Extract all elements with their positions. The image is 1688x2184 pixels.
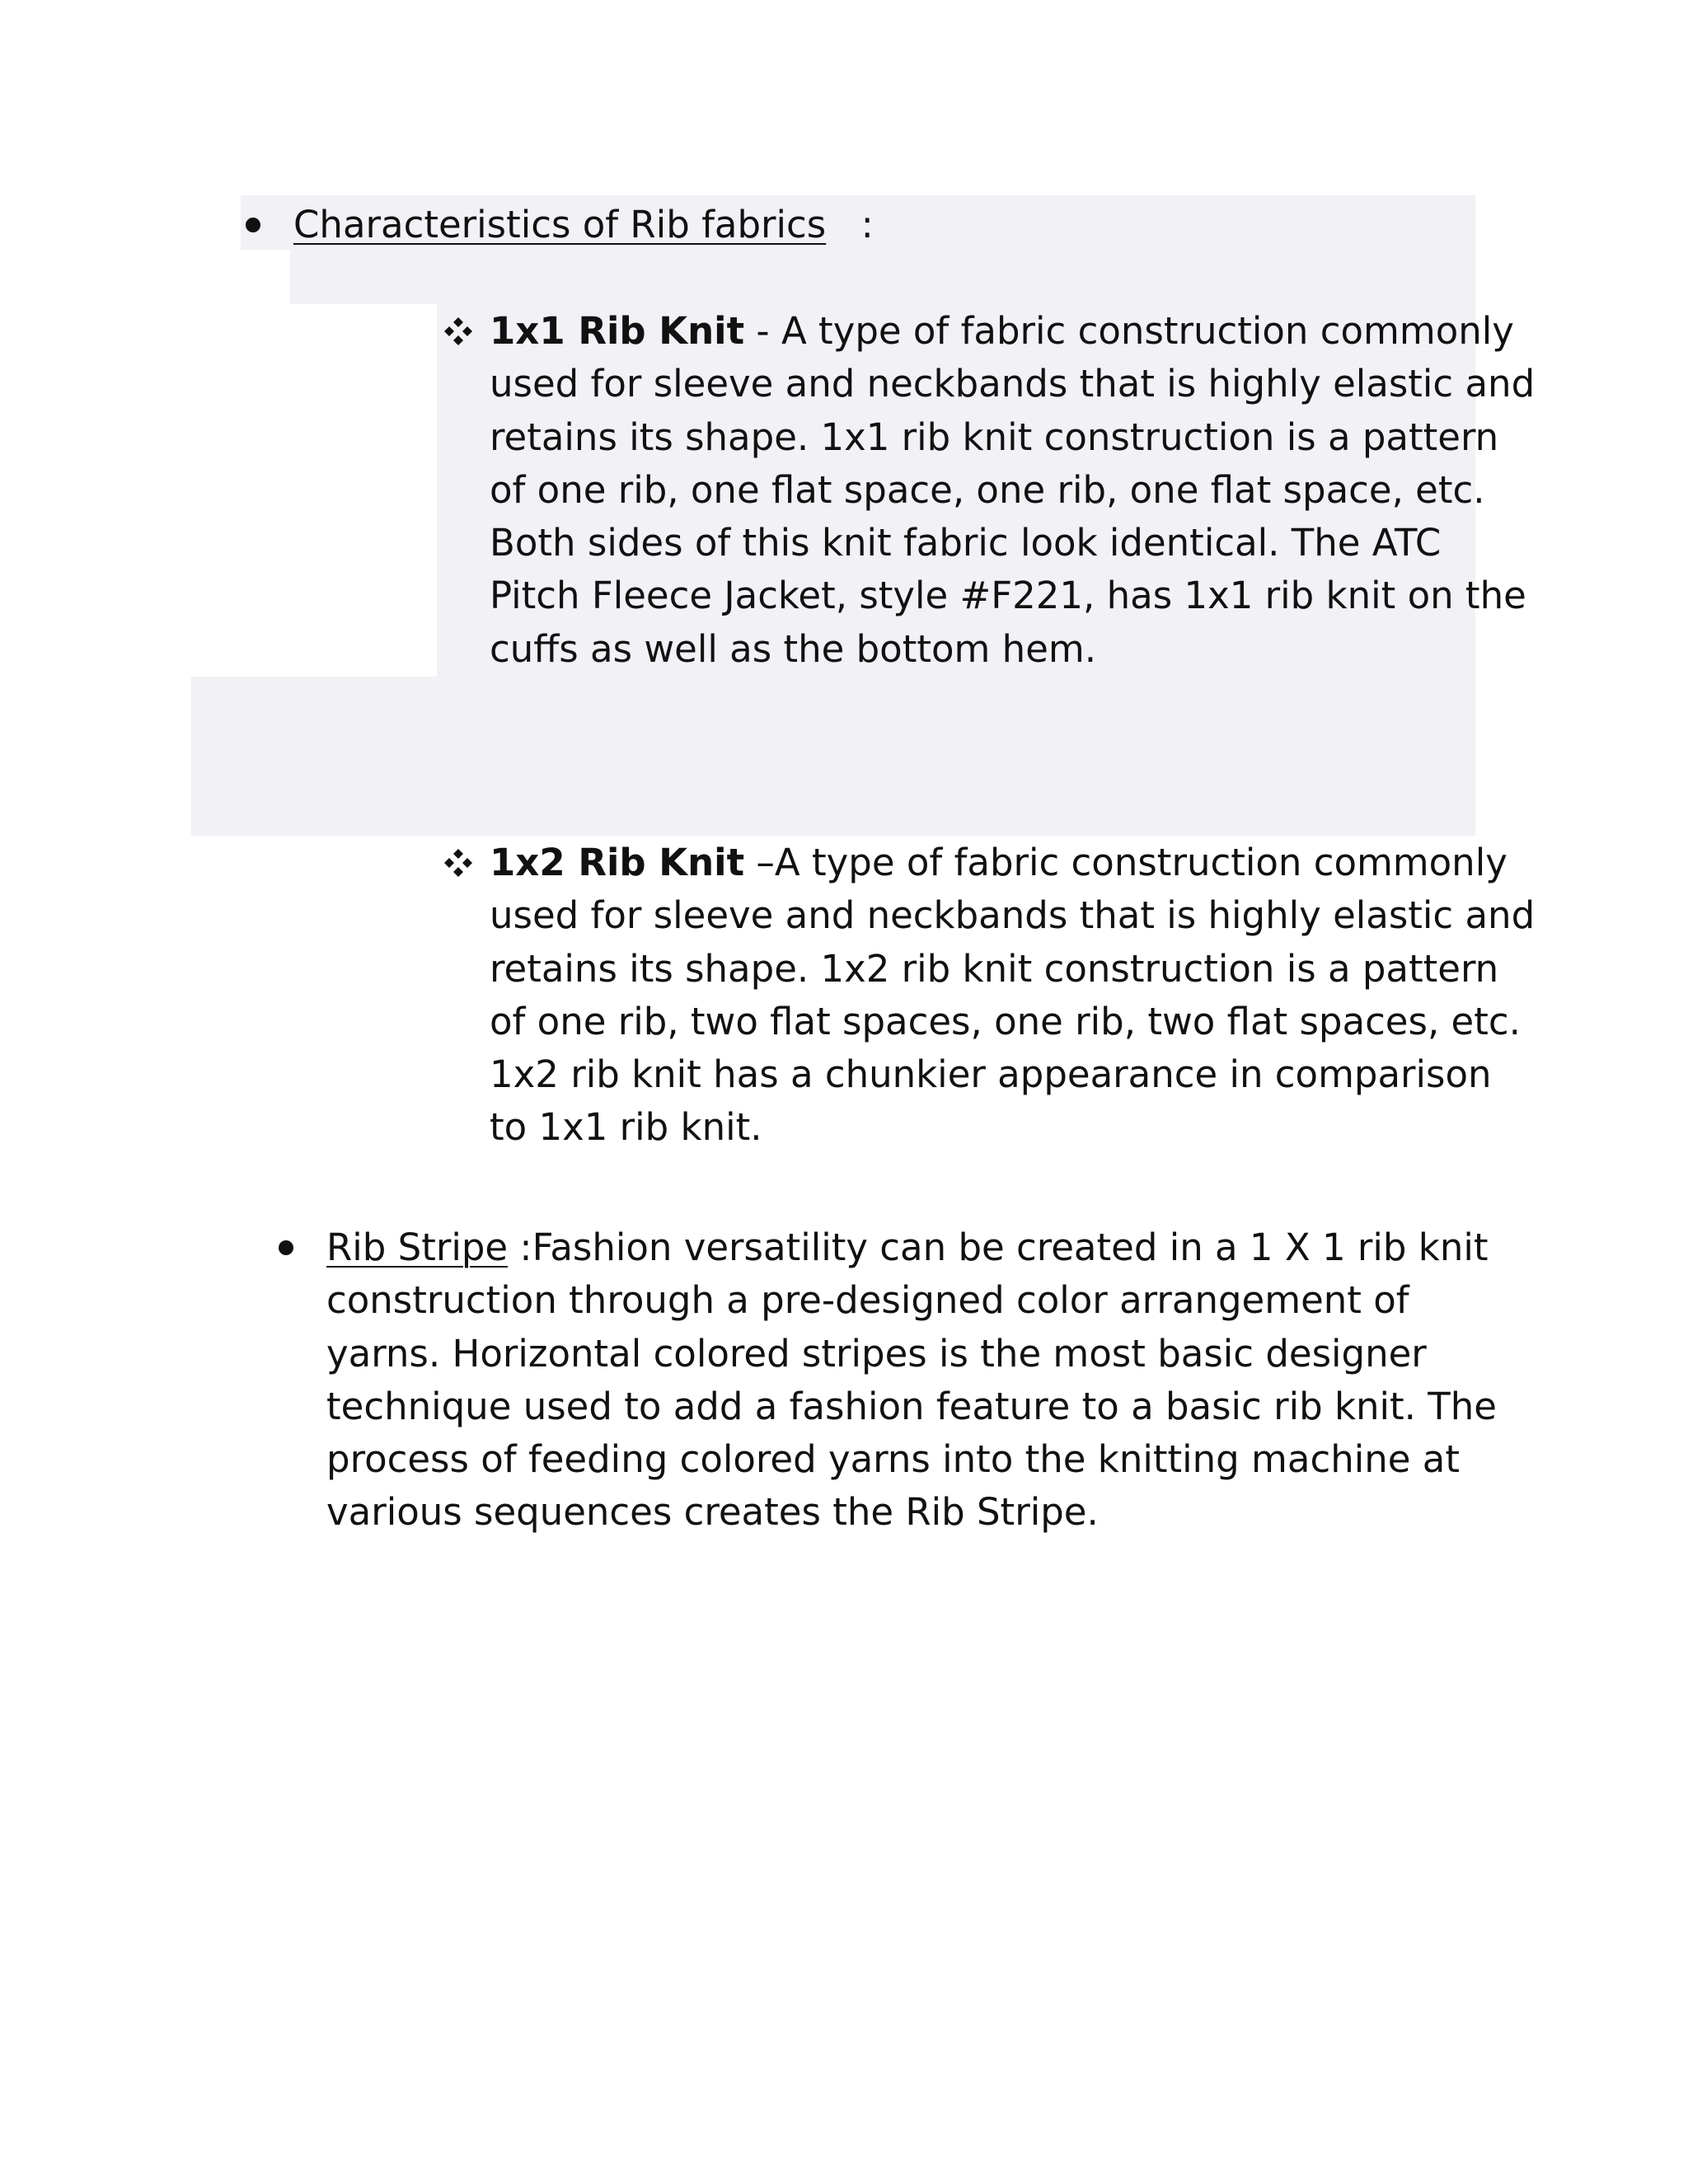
item-first-line: 1x2 Rib Knit –A type of fabric construction commonly: [490, 841, 1507, 884]
item-first-line: 1x1 Rib Knit - A type of fabric construction commonly: [490, 309, 1514, 353]
item-line: cuffs as well as the bottom hem.: [490, 626, 1097, 671]
shaded-region-upper: [290, 250, 1475, 304]
diamond-bullet-icon: [443, 316, 473, 346]
item-term: 1x1 Rib Knit: [490, 309, 745, 353]
rib-stripe-term: Rib Stripe: [326, 1226, 509, 1269]
section-heading: [293, 199, 874, 251]
item-1x2-rib-knit: [490, 837, 1535, 1155]
heading-label: Characteristics of Rib fabrics: [293, 203, 827, 246]
item-line: to 1x1 rib knit.: [490, 1105, 762, 1150]
rib-stripe-first-line: Rib Stripe :Fashion versatility can be created in a 1 X 1 rib knit: [326, 1226, 1489, 1269]
rib-stripe-line: various sequences creates the Rib Stripe.: [326, 1490, 1099, 1535]
item-line: of one rib, one flat space, one rib, one flat space, etc.: [490, 467, 1485, 512]
item-line: of one rib, two flat spaces, one rib, two flat spaces, etc.: [490, 999, 1521, 1043]
rib-stripe-line: yarns. Horizontal colored stripes is the most basic designer: [326, 1331, 1427, 1376]
shaded-region-bottom: [191, 677, 1475, 836]
item-term: 1x2 Rib Knit: [490, 841, 745, 884]
rib-stripe-line: technique used to add a fashion feature to a basic rib knit. The: [326, 1384, 1497, 1428]
item-line: used for sleeve and neckbands that is highly elastic and: [490, 362, 1536, 406]
item-line: 1x2 rib knit has a chunkier appearance in comparison: [490, 1052, 1492, 1097]
bullet-dot-icon: [279, 1240, 293, 1255]
item-line: retains its shape. 1x1 rib knit construction is a pattern: [490, 415, 1499, 459]
bullet-dot-icon: [246, 218, 260, 232]
item-1x1-rib-knit: [490, 305, 1535, 676]
heading-suffix: :: [860, 203, 874, 246]
item-line: Pitch Fleece Jacket, style #F221, has 1x1 rib knit on the: [490, 574, 1526, 618]
rib-stripe-line: process of feeding colored yarns into the knitting machine at: [326, 1437, 1460, 1482]
rib-stripe-paragraph: [326, 1221, 1497, 1540]
diamond-bullet-icon: [443, 848, 473, 878]
item-line: Both sides of this knit fabric look identical. The ATC: [490, 521, 1442, 565]
item-line: retains its shape. 1x2 rib knit construction is a pattern: [490, 946, 1499, 991]
item-line: used for sleeve and neckbands that is highly elastic and: [490, 893, 1536, 938]
rib-stripe-line: construction through a pre-designed color arrangement of: [326, 1278, 1409, 1323]
